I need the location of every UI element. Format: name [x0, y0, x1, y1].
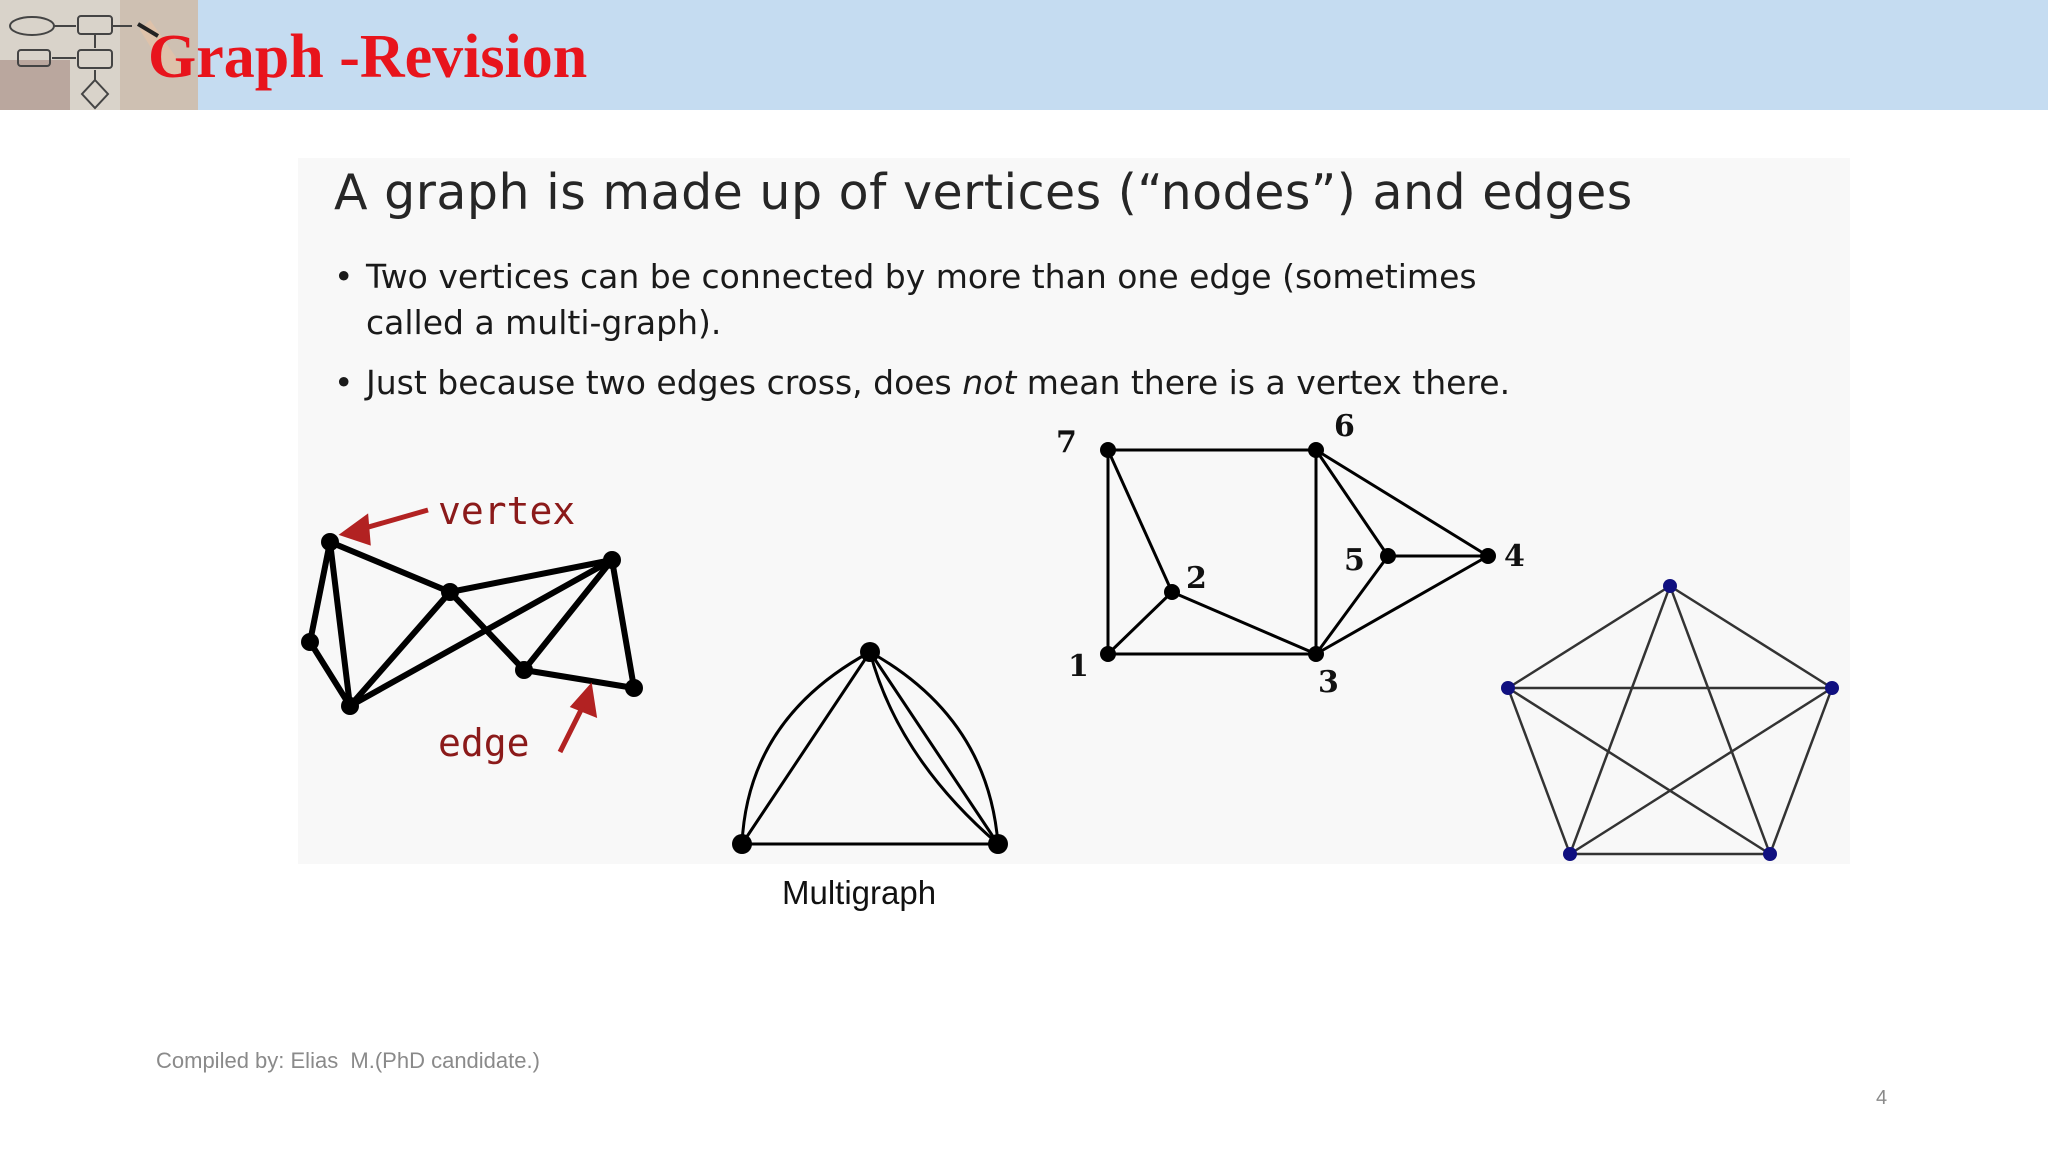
vertex-dot [1825, 681, 1839, 695]
graph-illustration [298, 158, 1850, 864]
vertex-dot [1100, 442, 1116, 458]
vertex-dot [341, 697, 359, 715]
vertex-dot [1480, 548, 1496, 564]
vertex-dot [321, 533, 339, 551]
complete-graph-k5 [1508, 586, 1832, 854]
bullet-crossing-part-1: Just because two edges cross, does [366, 363, 963, 402]
vertex-dot [1164, 584, 1180, 600]
footer-credit: Compiled by: Elias M.(PhD candidate.) [156, 1048, 540, 1073]
vertex-label-6: 6 [1334, 409, 1355, 444]
vertex-dot [1663, 579, 1677, 593]
bullet-line-2: called a multi-graph). [366, 303, 722, 342]
vertex-annotation-label: vertex [438, 489, 576, 533]
vertex-dot [603, 551, 621, 569]
bullet-line-1: Two vertices can be connected by more than one edge (sometimes [366, 257, 1477, 296]
vertex-label-3: 3 [1318, 665, 1339, 700]
edge-annotation-arrow [560, 688, 594, 752]
vertex-label-1: 1 [1068, 649, 1089, 684]
vertex-label-4: 4 [1504, 539, 1525, 574]
vertex-dot [860, 642, 880, 662]
numbered-graph-vertices [1100, 442, 1496, 662]
vertex-dot [515, 661, 533, 679]
numbered-graph [1108, 450, 1488, 654]
vertex-label-2: 2 [1186, 561, 1207, 596]
vertex-dot [1308, 442, 1324, 458]
figure-caption: Multigraph [782, 874, 937, 911]
bullet-crossing-emphasis: not [962, 363, 1017, 402]
multigraph-vertices [732, 642, 1008, 854]
vertex-dot [301, 633, 319, 651]
slide-title: Graph -Revision [148, 23, 588, 91]
bullet-crossing-part-2: mean there is a vertex there. [1016, 363, 1511, 402]
page-number: 4 [1876, 1087, 1888, 1109]
multigraph [742, 652, 998, 844]
vertex-label-5: 5 [1344, 543, 1365, 578]
figure-heading: A graph is made up of vertices (“nodes”) and edges [334, 164, 1633, 221]
vertex-dot [1563, 847, 1577, 861]
vertex-dot [1308, 646, 1324, 662]
annotated-graph [310, 542, 634, 706]
edge-annotation-label: edge [438, 721, 530, 765]
vertex-dot [1763, 847, 1777, 861]
vertex-label-7: 7 [1056, 425, 1077, 460]
vertex-dot [1380, 548, 1396, 564]
vertex-dot [1100, 646, 1116, 662]
vertex-dot [732, 834, 752, 854]
vertex-annotation-arrow [344, 510, 428, 542]
graph-diagrams [298, 158, 1850, 864]
vertex-dot [441, 583, 459, 601]
vertex-dot [988, 834, 1008, 854]
complete-graph-vertices [1501, 579, 1839, 861]
vertex-dot [1501, 681, 1515, 695]
vertex-dot [625, 679, 643, 697]
